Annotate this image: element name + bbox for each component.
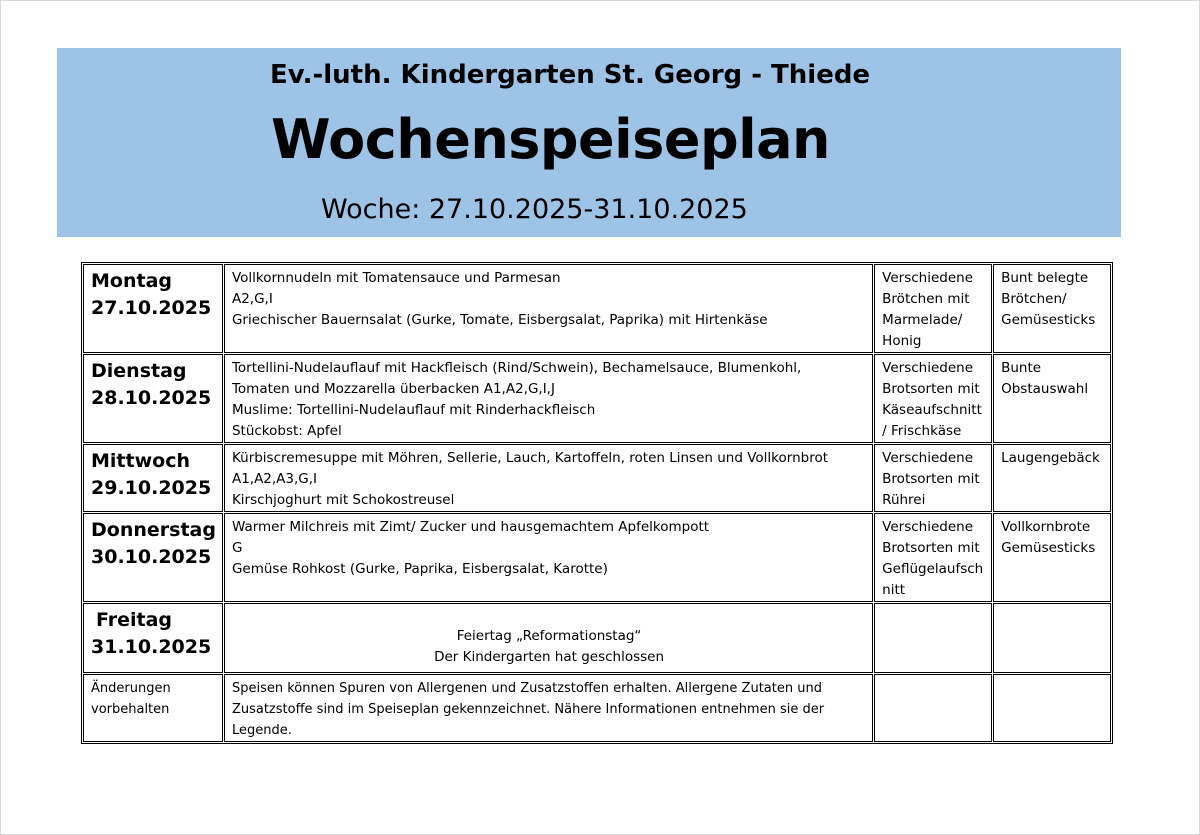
breakfast-line: Käseaufschnitt [882, 402, 982, 418]
lunch-cell-mittwoch [224, 444, 873, 512]
breakfast-line: Honig [882, 333, 922, 349]
day-cell-dienstag [83, 354, 223, 443]
day-cell-freitag [83, 603, 223, 673]
lunch-line: Muslime: Tortellini-Nudelauflauf mit Rinderhackfleisch [231, 402, 596, 418]
lunch-cell-montag [224, 264, 873, 353]
holiday-notice [224, 603, 873, 673]
allergen-note-line: Zusatzstoffe sind im Speiseplan gekennzeichnet. Nähere Informationen entnehmen sie der Legende. [231, 702, 825, 738]
lunch-cell-donnerstag [224, 513, 873, 602]
breakfast-cell-montag [874, 264, 992, 353]
table-row-dienstag [83, 354, 1111, 443]
table-row-mittwoch [83, 444, 1111, 512]
breakfast-line: / Frischkäse [882, 423, 962, 439]
footer-label-line: vorbehalten [91, 702, 170, 717]
day-cell-montag [83, 264, 223, 353]
breakfast-cell-freitag [874, 603, 992, 673]
day-name: Dienstag [91, 360, 187, 382]
breakfast-cell-dienstag [874, 354, 992, 443]
menu-table [81, 262, 1113, 744]
day-date: 27.10.2025 [91, 297, 212, 319]
lunch-line: Gemüse Rohkost (Gurke, Paprika, Eisbergsalat, Karotte) [231, 561, 608, 577]
snack-line: Bunt belegte [1001, 270, 1089, 286]
allergen-note [224, 674, 873, 742]
lunch-line: Stückobst: Apfel [231, 423, 342, 439]
snack-line: Vollkornbrote [1001, 519, 1091, 535]
table-row-donnerstag [83, 513, 1111, 602]
day-date: 31.10.2025 [91, 636, 212, 658]
breakfast-line: Marmelade/ [882, 312, 963, 328]
organization-name: Ev.-luth. Kindergarten St. Georg - Thiede [270, 60, 871, 90]
holiday-name: Feiertag „Reformationstag“ [456, 628, 642, 644]
lunch-line: G [231, 540, 243, 556]
breakfast-line: nitt [882, 582, 906, 598]
snack-line: Obstauswahl [1001, 381, 1089, 397]
lunch-line: Warmer Milchreis mit Zimt/ Zucker und hausgemachtem Apfelkompott [231, 519, 710, 535]
footer-label-line: Änderungen [91, 681, 171, 696]
header-band [57, 48, 1121, 237]
lunch-line: Tortellini-Nudelauflauf mit Hackfleisch (Rind/Schwein), Bechamelsauce, Blumenkohl, [231, 360, 802, 376]
snack-cell-donnerstag [993, 513, 1111, 602]
lunch-line: A1,A2,A3,G,I [231, 471, 318, 487]
breakfast-line: Rührei [882, 492, 926, 508]
breakfast-line: Verschiedene [882, 360, 974, 376]
footer-empty-cell [993, 674, 1111, 742]
day-name: Donnerstag [91, 519, 216, 541]
breakfast-line: Verschiedene [882, 519, 974, 535]
footer-empty-cell [874, 674, 992, 742]
day-cell-donnerstag [83, 513, 223, 602]
breakfast-line: Verschiedene [882, 270, 974, 286]
allergen-note-line: Speisen können Spuren von Allergenen und Zusatzstoffen erhalten. Allergene Zutaten und [231, 681, 822, 696]
breakfast-line: Brotsorten mit [882, 381, 980, 397]
holiday-closed-note: Der Kindergarten hat geschlossen [434, 649, 665, 665]
day-name: Montag [91, 270, 172, 292]
breakfast-line: Brotsorten mit [882, 471, 980, 487]
breakfast-line: Verschiedene [882, 450, 974, 466]
breakfast-line: Brotsorten mit [882, 540, 980, 556]
table-row-freitag [83, 603, 1111, 673]
lunch-cell-dienstag [224, 354, 873, 443]
day-name: Mittwoch [91, 450, 190, 472]
snack-line: Brötchen/ [1001, 291, 1067, 307]
lunch-line: Vollkornnudeln mit Tomatensauce und Parmesan [231, 270, 561, 286]
snack-line: Gemüsesticks [1001, 312, 1096, 328]
table-row-footer [83, 674, 1111, 742]
day-cell-mittwoch [83, 444, 223, 512]
day-date: 28.10.2025 [91, 387, 212, 409]
day-date: 29.10.2025 [91, 477, 212, 499]
snack-cell-dienstag [993, 354, 1111, 443]
day-name: Freitag [96, 609, 173, 631]
snack-line: Laugengebäck [1001, 450, 1100, 466]
snack-cell-mittwoch [993, 444, 1111, 512]
breakfast-cell-mittwoch [874, 444, 992, 512]
page-title: Wochenspeiseplan [271, 108, 830, 171]
lunch-line: Griechischer Bauernsalat (Gurke, Tomate, Eisbergsalat, Paprika) mit Hirtenkäse [231, 312, 768, 328]
breakfast-line: Brötchen mit [882, 291, 970, 307]
lunch-line: A2,G,I [231, 291, 273, 307]
lunch-line: Tomaten und Mozzarella überbacken A1,A2,G,I,J [231, 381, 555, 397]
snack-line: Gemüsesticks [1001, 540, 1096, 556]
lunch-line: Kirschjoghurt mit Schokostreusel [231, 492, 455, 508]
lunch-line: Kürbiscremesuppe mit Möhren, Sellerie, Lauch, Kartoffeln, roten Linsen und Vollkornbrot [231, 450, 829, 466]
snack-line: Bunte [1001, 360, 1042, 376]
table-row-montag [83, 264, 1111, 353]
changes-reserved-label [83, 674, 223, 742]
snack-cell-montag [993, 264, 1111, 353]
breakfast-cell-donnerstag [874, 513, 992, 602]
snack-cell-freitag [993, 603, 1111, 673]
day-date: 30.10.2025 [91, 546, 212, 568]
breakfast-line: Geflügelaufsch [882, 561, 984, 577]
week-range: Woche: 27.10.2025-31.10.2025 [321, 194, 748, 225]
